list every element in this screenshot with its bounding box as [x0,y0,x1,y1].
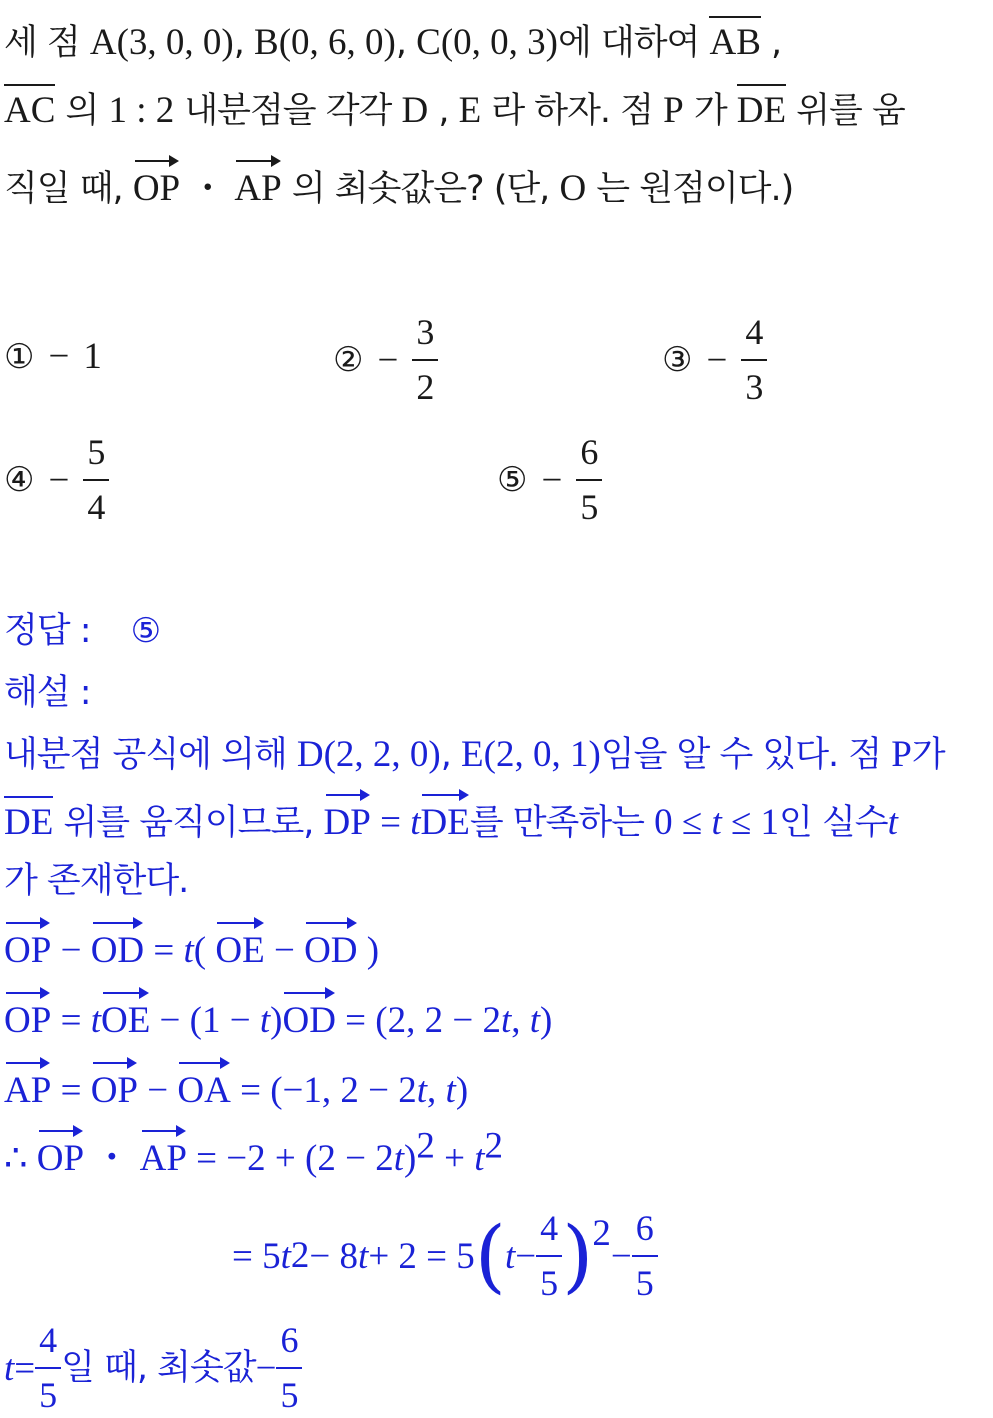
minus-sign: − [48,459,70,501]
point-label: E [461,734,484,775]
vector-od: OD [282,992,335,1039]
operator: − [264,930,305,971]
explanation-line-1 [4,736,945,773]
result: + [434,1138,475,1179]
explanation-text: 임을 알 수 있다. 점 [600,735,892,775]
result: = 5 [232,1235,281,1277]
segment-ab: AB [709,16,760,61]
dot-operator: ・ [84,1138,140,1179]
fraction [412,310,438,410]
vector-oa: OA [177,1062,230,1109]
choice-marker: ① [4,336,35,377]
problem-text: 에 대하여 [557,23,710,63]
explanation-text: 를 만족하는 [469,803,655,843]
vector-od: OD [91,922,144,969]
problem-text: 의 최솟값은? (단, [281,169,560,209]
denominator: 2 [416,367,435,407]
answer-value: ⑤ [130,611,161,651]
point-label: P [891,734,912,775]
problem-text: 직일 때, [4,169,133,209]
minus-sign: − [377,339,399,381]
exponent: 2 [416,1125,435,1167]
equation-2 [4,992,552,1039]
result: = (2, 2 − 2 [335,1000,501,1041]
variable-t: t [416,1070,428,1111]
problem-line-2 [4,84,905,129]
fraction [35,1318,61,1418]
separator: , [233,23,255,63]
variable-t: t [280,1235,291,1277]
point-label: D [296,734,324,775]
explanation-line-3: 가 존재한다. [4,861,189,901]
equation-4 [4,1125,503,1179]
variable-t: t [90,1000,101,1041]
separator: , [395,23,417,63]
operator: − (1 − [150,1000,260,1041]
equation-1 [4,922,379,969]
point-label: E [458,90,482,131]
paren: ) [357,930,380,971]
choice-marker: ② [333,340,364,380]
operator: − [51,930,91,971]
operator: − [515,1235,537,1277]
problem-text: 는 원점이다.) [586,169,794,209]
vector-ap: AP [140,1130,187,1177]
paren: ( [193,930,216,971]
result: ) [540,1000,553,1041]
vector-op: OP [37,1130,84,1177]
result: = (−1, 2 − 2 [230,1070,417,1111]
problem-text: 라 하자. 점 [481,91,664,131]
fraction [741,310,767,410]
vector-de: DE [420,794,469,841]
ratio: 1 : 2 [108,90,175,131]
fraction [632,1206,658,1306]
equals: = [144,930,184,971]
variable-t: t [410,802,421,843]
equals: = [14,1347,36,1389]
dot-operator: ・ [180,169,235,209]
denominator: 5 [280,1375,299,1415]
variable-t: t [259,1000,271,1041]
point-label: D [401,90,429,131]
explanation-line-2 [4,794,898,841]
segment-de: DE [737,84,786,129]
numerator: 4 [741,310,767,361]
vector-op: OP [4,992,51,1039]
operator: − [610,1235,632,1277]
problem-line-3 [4,160,793,207]
denominator: 5 [635,1263,654,1303]
explanation-label: 해설 : [4,673,91,713]
point-label: C [416,22,441,63]
problem-text: 내분점을 각각 [174,91,402,131]
choice-1[interactable] [4,335,102,378]
minus-sign: − [541,459,563,501]
answer-line [4,611,161,651]
big-paren: ( [474,1209,506,1302]
operator: − [138,1070,178,1111]
result: , [511,1000,530,1041]
equation-5: = 5 t 2 − 8 t + 2 = 5 ( t − $\frac{4}{5}$ ) $^2$ − $\frac{6}{5}$ [232,1206,658,1306]
problem-text: 의 [55,91,109,131]
choice-marker: ⑤ [497,460,528,500]
numerator: 4 [35,1318,61,1369]
explanation-text: 가 [911,735,945,775]
equals: = [370,802,411,843]
paren: ) [270,1000,283,1041]
therefore-symbol: ∴ [4,1138,37,1179]
fraction [576,430,602,530]
problem-line-1 [4,16,781,61]
coordinate: (3, 0, 0) [116,22,234,63]
equation-6 [4,1318,302,1418]
choice-3[interactable] [662,310,767,410]
minus-sign: − [706,339,728,381]
minus-sign: − [255,1347,277,1389]
denominator: 4 [87,487,106,527]
variable-t: t [393,1138,404,1179]
result: ) [455,1070,469,1111]
equals: = [51,1000,91,1041]
fraction [276,1318,302,1418]
variable-t: t [529,1000,541,1041]
denominator: 5 [540,1263,559,1303]
vector-op: OP [4,922,51,969]
variable-t: t [183,930,194,971]
result: , [427,1070,446,1111]
point-label: P [663,90,684,131]
fraction [83,430,109,530]
result: = −2 + (2 − 2 [186,1138,394,1179]
segment-ac: AC [4,84,55,129]
explanation-text: 일 때, 최솟값 [61,1347,256,1388]
denominator: 5 [580,487,599,527]
coordinate: (0, 0, 3) [440,22,558,63]
vector-oe: OE [101,992,150,1039]
result: + 2 = 5 [368,1235,475,1277]
separator: , [428,91,459,131]
numerator: 5 [83,430,109,481]
point-label: A [89,22,117,63]
choice-5[interactable] [497,430,602,530]
vector-od: OD [304,922,357,969]
coordinate: (2, 0, 1) [483,734,601,775]
vector-dp: DP [324,794,371,841]
separator: , [760,23,782,63]
equals: = [51,1070,91,1111]
equation-3 [4,1062,468,1109]
inequality: 0 ≤ [654,802,712,843]
explanation-text: 인 실수 [779,803,888,843]
problem-text: 가 [683,91,737,131]
numerator: 6 [276,1318,302,1369]
vector-oe: OE [215,922,264,969]
result: − 8 [309,1235,359,1277]
variable-t: t [4,1347,15,1389]
vector-ap: AP [4,1062,51,1109]
explanation-text: 위를 움직이므로, [53,803,324,843]
numerator: 4 [536,1206,562,1257]
variable-t: t [500,1000,512,1041]
point-label: B [254,22,279,63]
answer-label: 정답 : [4,611,101,651]
variable-t: t [711,802,722,843]
vector-op: OP [91,1062,138,1109]
explanation-text: 내분점 공식에 의해 [4,735,297,775]
choice-marker: ④ [4,460,35,500]
numerator: 6 [632,1206,658,1257]
result: ) [404,1138,417,1179]
choice-value: 1 [83,336,102,377]
problem-text: 위를 움 [786,91,905,131]
vector-ap: AP [234,160,281,207]
coordinate: (2, 2, 0) [323,734,441,775]
vector-op: OP [133,160,180,207]
exponent: 2 [484,1125,503,1167]
point-label: O [559,168,587,209]
variable-t: t [887,802,898,843]
choice-2[interactable] [333,310,438,410]
numerator: 3 [412,310,438,361]
coordinate: (0, 6, 0) [278,22,396,63]
big-paren: ) [562,1209,593,1302]
denominator: 5 [39,1375,58,1415]
segment-de: DE [4,796,53,841]
problem-text: 세 점 [4,23,90,63]
numerator: 6 [576,430,602,481]
minus-sign: − [48,336,70,377]
variable-t: t [445,1070,456,1111]
variable-t: t [358,1235,369,1277]
fraction [536,1206,562,1306]
separator: , [440,735,462,775]
choice-marker: ③ [662,340,693,380]
variable-t: t [505,1235,516,1277]
denominator: 3 [745,367,764,407]
variable-t: t [474,1138,485,1179]
choice-4[interactable] [4,430,109,530]
inequality: ≤ 1 [721,802,780,843]
